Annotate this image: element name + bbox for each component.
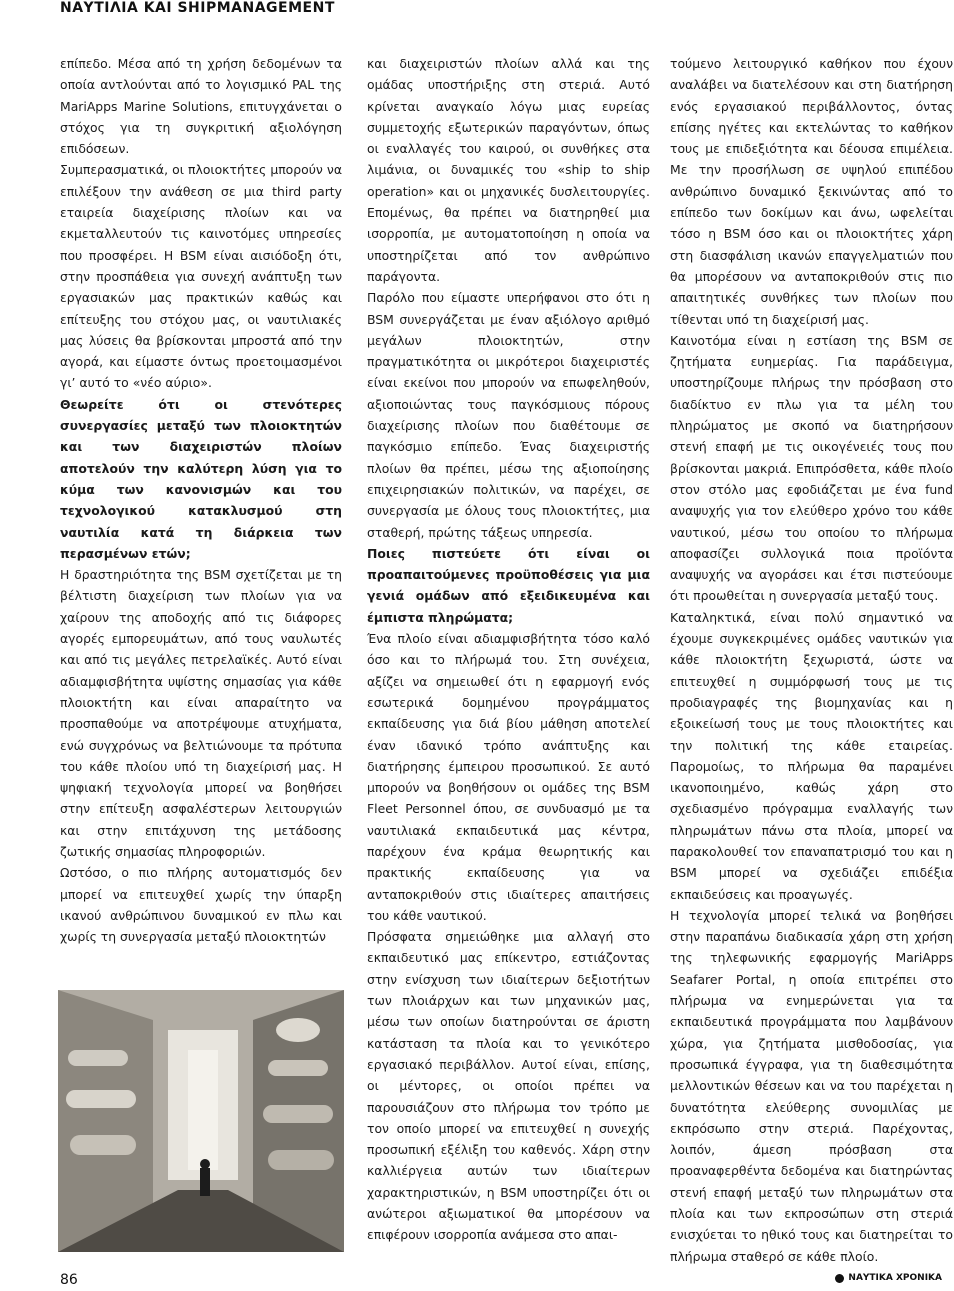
text-column-1: [60, 53, 342, 947]
text-column-2: [367, 53, 650, 1246]
publication-brand: [835, 1273, 942, 1283]
paragraph: Η τεχνολογία μπορεί τελικά να βοηθήσει στην παραπάνω διαδικασία χάρη στη χρήση της τηλεφωνικής εφαρμογής MariApps Seafarer Portal, η οποία επιτρέπει στο πλήρωμα να ενημερώνεται για τα εκπαιδευτικά προγράμματα που λαμβάνουν χώρα, για ζητήματα μισθοδοσίας, για προσωπικά έγγραφα, για τη διαθεσιμότητα μελλοντικών θέσεων και να του παρέχεται η δυνατότητα ελεύθερης συνομιλίας με εκπρόσωπο στην στεριά. Παρέχοντας, λοιπόν, άμεση πρόσβαση στα προαναφερθέντα δεδομένα και διατηρώντας στενή επαφή μεταξύ των πληρωμάτων στα πλοία και των εκπροσώπων στη στεριά ενισχύεται το ηθικό τους και διατηρείται το πλήρωμα σταθερό σε κάθε πλοίο.: [670, 907, 953, 1264]
paragraph: Καταληκτικά, είναι πολύ σημαντικό να έχουμε συγκεκριμένες ομάδες ναυτικών για κάθε πλοιοκτήτη ξεχωριστά, ώστε να επιτευχθεί η συμμόρφωσή τους με τις προδιαγραφές της βιομηχανίας και η εξοικείωσή τους με τους πλοιοκτήτες και την πολιτική της κάθε εταιρείας. Παρομοίως, το πλήρωμα θα παραμένει ικανοποιημένο, καθώς χάρη στο σχεδιασμένο πρόγραμμα εναλλαγής των πληρωμάτων πάνω στα πλοία, μπορεί να παρακολουθεί τον επαναπατρισμό του και η BSM μπορεί να σχεδιάζει επιδέξια εκπαιδεύσεις και προαγωγές.: [670, 609, 953, 902]
paragraph: Παρόλο που είμαστε υπερήφανοι στο ότι η BSM συνεργάζεται με έναν αξιόλογο αριθμό μεγάλων πλοιοκτητών, στην πραγματικότητα οι μικρότεροι διαχειριστές είναι εκείνοι που μπορούν να επωφεληθούν, αξιοποιώντας τους παγκόσμιους πόρους διαχείρισης πλοίων που διαθέτουμε σε παγκόσμιο επίπεδο. Ένας διαχειριστής πλοίων θα πρέπει, μέσω της αξιοποίησης επιχειρησιακών πολιτικών, να παρέχει, σε συνεργασία με όλους τους πλοιοκτήτες, μια σταθερή, πρώτης τάξεως υπηρεσία.: [367, 290, 650, 540]
paragraph: Ένα πλοίο είναι αδιαμφισβήτητα τόσο καλό όσο και το πλήρωμά του. Στη συνέχεια, αξίζει να σημειωθεί ότι η εφαρμογή ενός εσωτερικά δομημένου προγράμματος εκπαίδευσης για διά βίου μάθηση αποτελεί έναν ιδανικό τρόπο ανάπτυξης και διατήρησης έμπειρου προσωπικού. Σε αυτό μπορούν να βοηθήσουν οι ομάδες της BSM Fleet Personnel όπου, σε συνδυασμό με τα ναυτιλιακά εκπαιδευτικά μας κέντρα, παρέχουν ένα κράμα θεωρητικής και πρακτικής εκπαίδευσης για να ανταποκριθούν στις ιδιαίτερες απαιτήσεις του κάθε ναυτικού.: [367, 631, 650, 923]
brand-name: ΝΑΥΤΙΚΑ ΧΡΟΝΙΚΑ: [848, 1273, 942, 1283]
paragraph: και διαχειριστών πλοίων αλλά και της ομάδας υποστήριξης στη στεριά. Αυτό κρίνεται αναγκαίο λόγω μιας ευρείας συμμετοχής εξωτερικών παραγόντων, όπως οι εναλλαγές του καιρού, οι συνθήκες στα λιμάνια, οι δυναμικές του «ship to ship operation» και οι μηχανικές δυσλειτουργίες. Επομένως, θα πρέπει να διατηρηθεί μια ισορροπία, με αυτοματοποίηση η οποία να υποστηρίζεται από τον ανθρώπινο παράγοντα.: [367, 56, 650, 284]
paragraph: τούμενο λειτουργικό καθήκον που έχουν αναλάβει να διατελέσουν και στη διατήρηση ενός εργασιακού περιβάλλοντος, όντας επίσης ηγέτες και εκτελώντας το καθήκον τους με επιδεξιότητα και δέουσα επιμέλεια. Με την προσήλωση σε υψηλού επιπέδου ανθρώπινο δυναμικό ξεκινώντας από το επίπεδο των δοκίμων και άνω, ωφελείται τόσο η BSM όσο και οι πλοιοκτήτες χάρη στη διασφάλιση ικανών επαγγελματιών που θα μπορέσουν να ανταποκριθούν στις πιο απαιτητικές συνθήκες των πλοίων που τίθενται υπό τη διαχείρισή μας.: [670, 56, 953, 327]
engine-room-photo: [58, 990, 344, 1252]
paragraph: επίπεδο. Μέσα από τη χρήση δεδομένων τα οποία αντλούνται από το λογισμικό PAL της MariApps Marine Solutions, επιτυγχάνεται ο στόχος για τη συγκριτική αξιολόγηση επιδόσεων.: [60, 56, 342, 157]
paragraph: Πρόσφατα σημειώθηκε μια αλλαγή στο εκπαιδευτικό μας επίκεντρο, εστιάζοντας στην ενίσχυση των ιδιαίτερων δεξιοτήτων των πλοιάρχων και των μηχανικών μας, μέσω των οποίων διατηρούνται σε άριστη κατάσταση τα πλοία και το γενικότερο εργασιακό περιβάλλον. Αυτοί είναι, επίσης, οι μέντορες, οι οποίοι πρέπει να παρουσιάζουν στο πλήρωμα τον τρόπο με τον οποίο μπορεί να επιτευχθεί η συνεχής προσωπική εξέλιξη του καθενός. Χάρη στην καλλιέργεια αυτών των ιδιαίτερων χαρακτηριστικών, η BSM υποστηρίζει ότι οι ανώτεροι αξιωματικοί θα μπορέσουν να επιφέρουν ισορροπία ανάμεσα στο απαι-: [367, 929, 650, 1243]
paragraph: Καινοτόμα είναι η εστίαση της BSM σε ζητήματα ευημερίας. Για παράδειγμα, υποστηρίζουμε πλήρως την πρόσβαση στο διαδίκτυο εν πλω για τα μέλη του πληρώματος με σκοπό να διατηρήσουν στενή επαφή με τις οικογένειές τους που βρίσκονται μακριά. Επιπρόσθετα, κάθε πλοίο στον στόλο μας εφοδιάζεται με ένα fund αναψυχής για τον ελεύθερο χρόνο του κάθε ναυτικού, μέσω του οποίου το πλήρωμα αποφασίζει συλλογικά ποια προϊόντα αναψυχής να αγοράσει και έτσι πιστεύουμε ότι προωθείται η συνεργασία μεταξύ τους.: [670, 332, 953, 604]
paragraph: Η δραστηριότητα της BSM σχετίζεται με τη βέλτιστη διαχείριση των πλοίων για να χαίρουν της αποδοχής από τις διάφορες αγορές εμπορευμάτων, από τους ναυλωτές και από τις μεγάλες πετρελαϊκές. Αυτό είναι αδιαμφισβήτητα υψίστης σημασίας για κάθε πλοιοκτήτη και είναι απαραίτητο να προσπαθούμε να αποτρέψουμε ατυχήματα, ενώ συγχρόνως να βελτιώνουμε τα πρότυπα του κάθε πλοίου υπό τη διαχείρισή μας. Η ψηφιακή τεχνολογία μπορεί να βοηθήσει στην επίτευξη ασφαλέστερων λειτουργιών και στην επιτάχυνση της μετάδοσης ζωτικής σημασίας πληροφοριών.: [60, 567, 342, 859]
section-header: ΝΑΥΤΙΛΙΑ ΚΑΙ SHIPMANAGEMENT: [60, 0, 335, 16]
page-number: 86: [60, 1272, 78, 1288]
paragraph: Ωστόσο, ο πιο πλήρης αυτοματισμός δεν μπορεί να επιτευχθεί χωρίς την ύπαρξη ικανού ανθρώπινου δυναμικού εν πλω και χωρίς τη συνεργασία μεταξύ πλοιοκτητών: [60, 865, 342, 945]
engine-room-illustration: [58, 990, 344, 1252]
paragraph: Συμπερασματικά, οι πλοιοκτήτες μπορούν να επιλέξουν την ανάθεση σε μια third party εταιρεία διαχείρισης πλοίων και να εκμεταλλευτούν τις καινοτόμες υπηρεσίες που προσφέρει. Η BSM είναι αισιόδοξη ότι, στην προσπάθεια για συνεχή ανάπτυξη των εργασιακών μας πρακτικών καθώς και επίτευξης του στόχου μας, οι ναυτιλιακές μας λύσεις θα βρίσκονται μπροστά από την αγορά, και είμαστε όντως προετοιμασμένοι γι’ αυτό το «νέο αύριο».: [60, 162, 342, 391]
interview-question: Θεωρείτε ότι οι στενότερες συνεργασίες μεταξύ των πλοιοκτητών και των διαχειριστών πλοίων αποτελούν την καλύτερη λύση για το κύμα των κανονισμών και του τεχνολογικού κατακλυσμού στη ναυτιλία κατά τη διάρκεια των περασμένων ετών;: [60, 396, 342, 561]
brand-logo-icon: [835, 1274, 844, 1283]
text-column-3: [670, 53, 953, 1267]
interview-question: Ποιες πιστεύετε ότι είναι οι προαπαιτούμενες προϋποθέσεις για μια γενιά ομάδων από εξειδικευμένα και έμπιστα πληρώματα;: [367, 545, 650, 625]
